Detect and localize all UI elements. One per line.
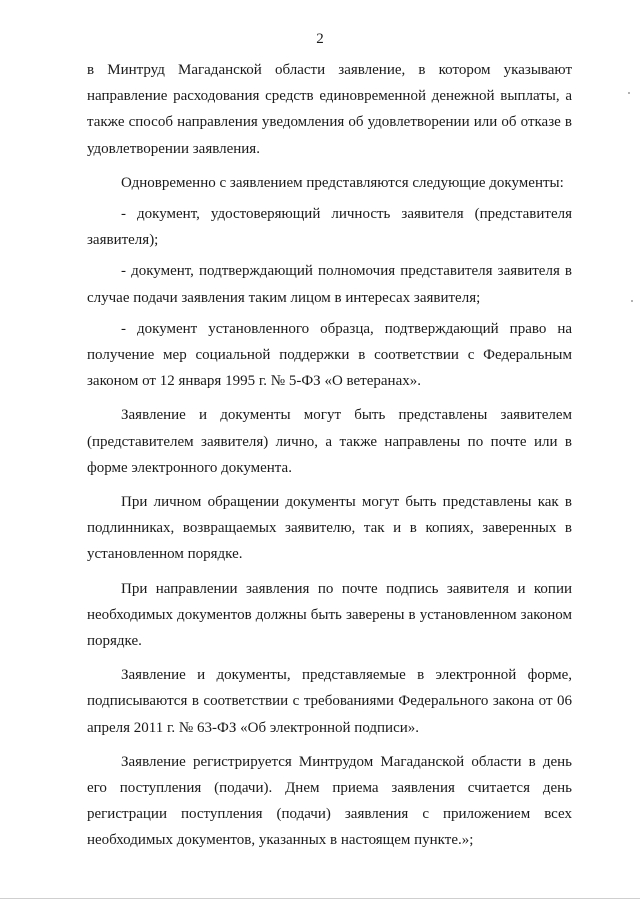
page-number: 2 — [316, 31, 324, 47]
list-item-identity-document: - документ, удостоверяющий личность заявителя (представителя заявителя); — [87, 206, 572, 249]
page-bottom-edge — [0, 898, 640, 899]
paragraph-submission-methods: Заявление и документы могут быть представлены заявителем (представителем заявителя) лично, а также направлены по почте или в форме электронного документа. — [87, 407, 572, 476]
paragraph-application-content: в Минтруд Магаданской области заявление, в котором указывают направление расходования средств единовременной денежной выплаты, а также способ направления уведомления об удовлетворении или об отказе в удовлетворении заявления. — [87, 62, 572, 157]
list-item-authority-document: - документ, подтверждающий полномочия представителя заявителя в случае подачи заявления таким лицом в интересах заявителя; — [87, 263, 572, 306]
scan-speck — [631, 300, 633, 302]
paragraph-electronic-submission: Заявление и документы, представляемые в электронной форме, подписываются в соответствии с требованиями Федерального закона от 06 апреля 2011 г. № 63-ФЗ «Об электронной подписи». — [87, 667, 572, 736]
paragraph-registration: Заявление регистрируется Минтрудом Магаданской области в день его поступления (подачи). Днем приема заявления считается день регистрации поступления (подачи) заявления с приложением всех необходимых документов, указанных в настоящем пункте.»; — [87, 753, 572, 849]
paragraph-documents-intro: Одновременно с заявлением представляются следующие документы: — [121, 174, 564, 191]
document-body — [87, 57, 572, 862]
paragraph-postal-submission: При направлении заявления по почте подпись заявителя и копии необходимых документов должны быть заверены в установленном законом порядке. — [87, 580, 572, 650]
paragraph-personal-submission: При личном обращении документы могут быть представлены как в подлинниках, возвращаемых заявителю, так и в копиях, заверенных в установленном порядке. — [87, 494, 572, 563]
list-item-entitlement-document: - документ установленного образца, подтверждающий право на получение мер социальной поддержки в соответствии с Федеральным законом от 12 января 1995 г. № 5-ФЗ «О ветеранах». — [87, 320, 572, 390]
scan-speck — [628, 92, 630, 94]
